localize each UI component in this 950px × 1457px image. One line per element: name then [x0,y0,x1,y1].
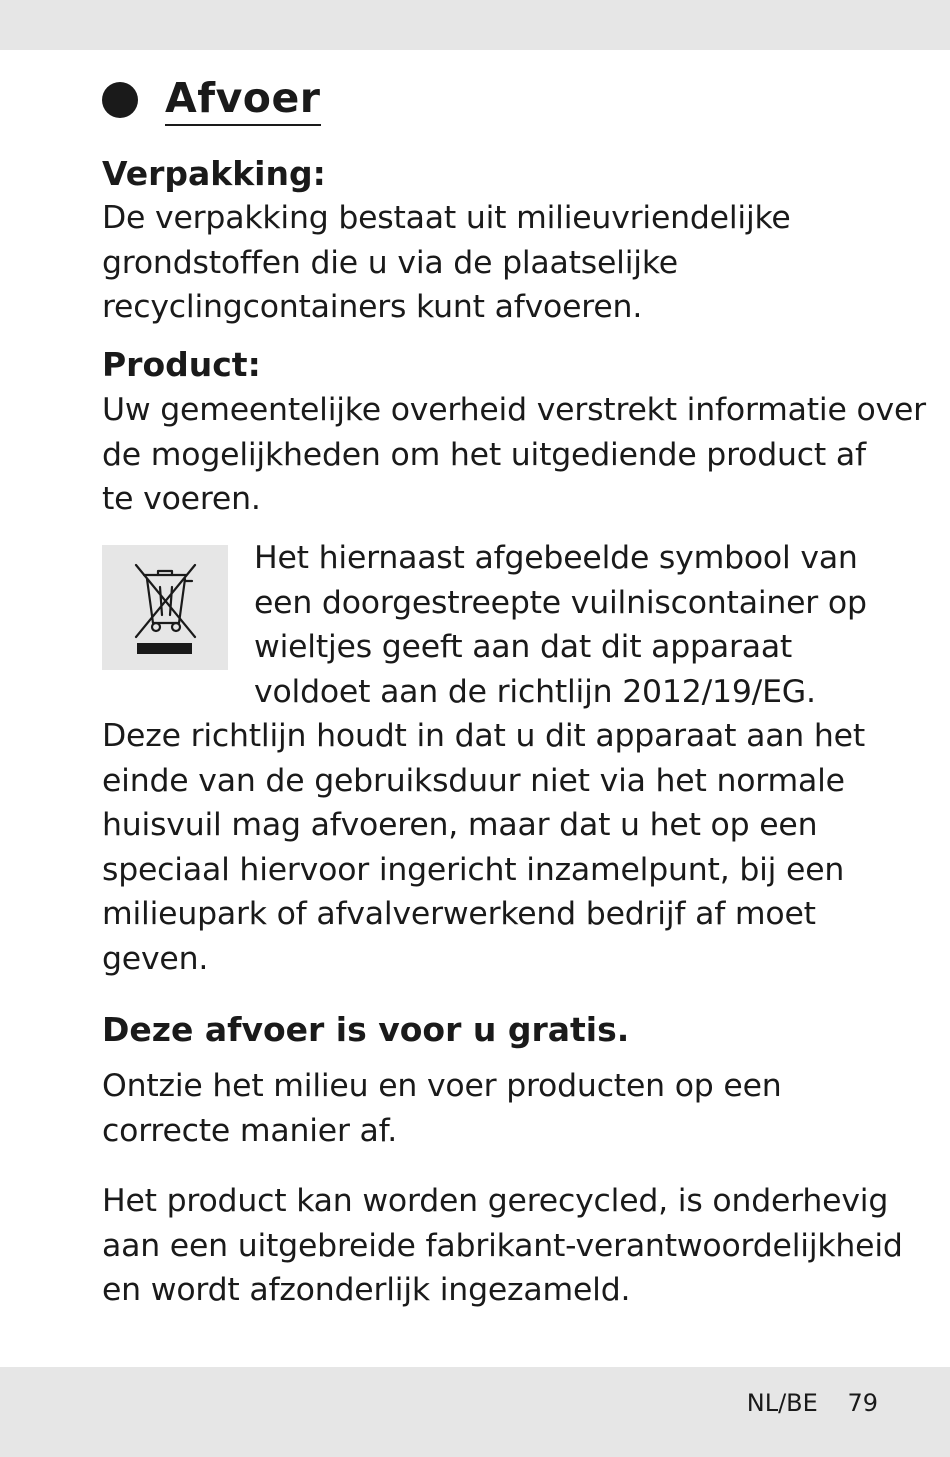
header-band [0,0,950,50]
section-heading [102,72,321,128]
product-paragraph [102,388,926,522]
text-line: geven. [102,940,209,977]
environment-paragraph [102,1064,902,1153]
text-line: de mogelijkheden om het uitgediende product af [102,436,866,473]
free-notice-heading: Deze afvoer is voor u gratis. [102,1010,630,1049]
text-line: einde van de gebruiksduur niet via het normale [102,762,845,799]
text-line: wieltjes geeft aan dat dit apparaat [254,629,793,665]
packaging-heading: Verpakking: [102,154,326,193]
text-line: Deze richtlijn houdt in dat u dit apparaat aan het [102,718,865,754]
text-line: De verpakking bestaat uit milieuvriendelijke [102,200,791,236]
text-line: Uw gemeentelijke overheid verstrekt informatie over [102,392,926,428]
crossed-out-wheelie-bin-icon [102,545,228,670]
text-line: recyclingcontainers kunt afvoeren. [102,289,643,325]
section-title: Afvoer [165,74,321,126]
weee-symbol [102,545,228,670]
text-line: milieupark of afvalverwerkend bedrijf af moet [102,896,816,932]
bullet-icon [102,82,138,118]
text-line: een doorgestreepte vuilniscontainer op [254,584,867,621]
text-line: voldoet aan de richtlijn 2012/19/EG. [254,673,816,710]
text-line: Het hiernaast afgebeelde symbool van [254,540,858,576]
recycling-paragraph [102,1179,902,1313]
weee-paragraph [102,714,902,981]
text-line: correcte manier af. [102,1112,398,1149]
text-line: en wordt afzonderlijk ingezameld. [102,1272,631,1308]
text-line: Het product kan worden gerecycled, is onderhevig [102,1183,889,1219]
text-line: aan een uitgebreide fabrikant-verantwoordelijkheid [102,1227,903,1264]
text-line: speciaal hiervoor ingericht inzamelpunt, bij een [102,851,845,888]
product-heading: Product: [102,345,261,384]
page-footer [747,1388,878,1418]
text-line: grondstoffen die u via de plaatselijke [102,244,678,281]
weee-side-text [254,536,867,714]
text-line: huisvuil mag afvoeren, maar dat u het op een [102,807,818,843]
page-number: 79 [847,1389,878,1417]
locale-code: NL/BE [746,1389,818,1417]
text-line: te voeren. [102,481,261,517]
packaging-paragraph [102,196,902,330]
text-line: Ontzie het milieu en voer producten op een [102,1068,782,1104]
